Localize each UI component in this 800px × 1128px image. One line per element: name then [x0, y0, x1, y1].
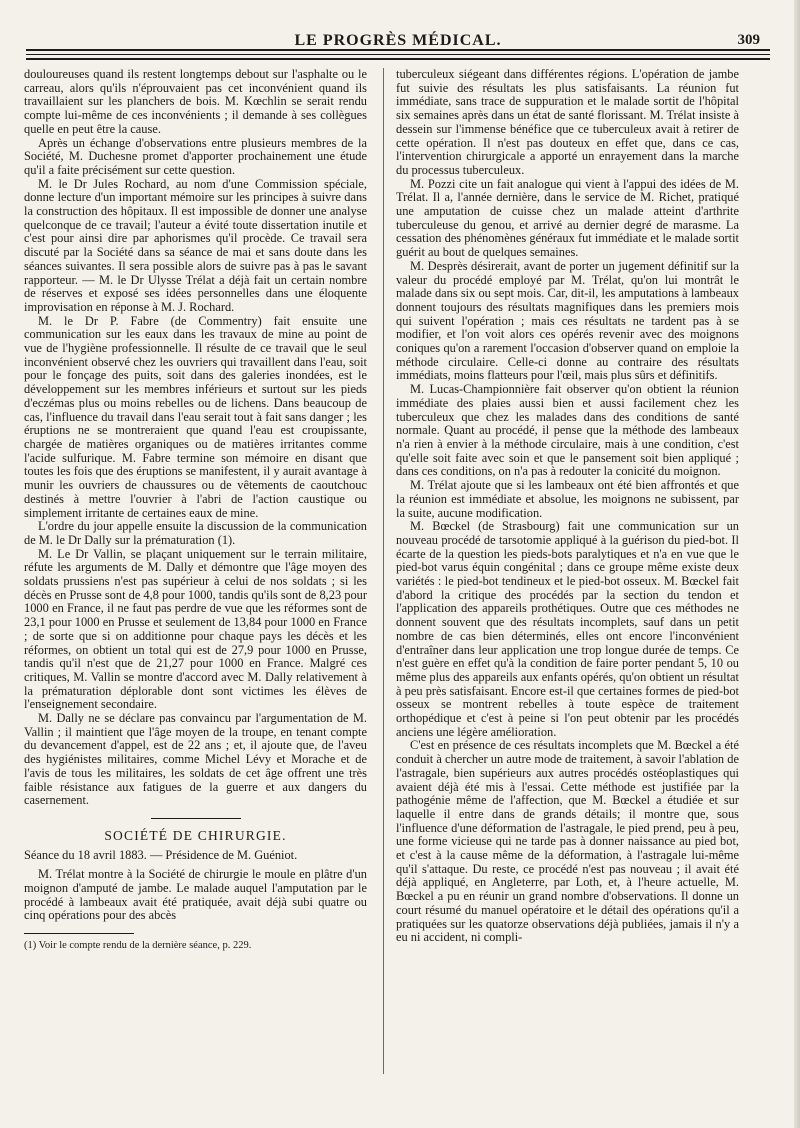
- paragraph: L'ordre du jour appelle ensuite la discussion de la communication de M. le Dr Dally sur la prématuration (1).: [24, 519, 367, 547]
- paragraph: M. Lucas-Championnière fait observer qu'on obtient la réunion immédiate des plaies aussi bien et aussi facilement chez les tuberculeux que chez les malades dans des conditions de santé normale. Quant au procédé, il pense que la méthode des lambeaux n'a rien à envier à la méthode circulaire, mais à une condition, c'est qu'elle soit faite avec soin et que le pansement soit bien appliqué ; dans ces conditions, on n'a pas à redouter la conicité du moignon.: [396, 382, 739, 479]
- header-rule-top: [26, 49, 770, 51]
- footnote: (1) Voir le compte rendu de la dernière séance, p. 229.: [24, 940, 252, 952]
- paragraph: Après un échange d'observations entre plusieurs membres de la Société, M. Duchesne promet d'apporter prochainement une étude qu'il a faite précisément sur cette question.: [24, 135, 367, 177]
- paragraph: M. Le Dr Vallin, se plaçant uniquement sur le terrain militaire, réfute les arguments de M. Dally et démontre que l'âge moyen des soldats prussiens n'est pas supérieur à celui de nos soldats ; si les décès en Prusse sont de 4,8 pour 1000, tandis qu'ils sont de 8,23 pour 1000 en France, il ne faut pas perdre de vue que les réformes sont de 23,1 pour 1000 en Prusse et seulement de 13,84 pour 1000 en France ; de sorte que si on additionne pour chaque pays les décès et les réformes, on obtient un total qui est de 27,9 pour 1000 en Prusse, tandis qu'il n'est que de 21,27 pour 1000 en France. Malgré ces critiques, M. Vallin se montre d'accord avec M. Dally relativement à la prématuration déplorable dont sont victimes les élèves de l'enseignement secondaire.: [24, 546, 367, 712]
- paragraph: M. Dally ne se déclare pas convaincu par l'argumentation de M. Vallin ; il maintient que l'âge moyen de la troupe, en tenant compte du devancement d'appel, est de 22 ans ; et, il ajoute que, de l'aveu des hygiénistes militaires, comme Michel Lévy et Morache et de l'avis de tous les militaires, les soldats de cet âge offrent une très faible résistance aux fatigues de la guerre et aux dangers du casernement.: [24, 711, 367, 808]
- paragraph: tuberculeux siégeant dans différentes régions. L'opération de jambe fut suivie des résultats les plus satisfaisants. La réunion fut immédiate, sans trace de suppuration et le malade sortit de l'hôpital six semaines après dans un état de santé florissant. M. Trélat insiste à dessein sur l'immense bénéfice que ce tuberculeux avait à retirer de cette opération. Il n'est pas douteux en effet que, dans ce cas, l'intervention chirurgicale a apporté un enrayement dans la marche du processus tuberculeux.: [396, 67, 739, 177]
- paragraph: M. Trélat ajoute que si les lambeaux ont été bien affrontés et que la réunion est immédiate et absolue, les moignons ne subissent, par la suite, aucune modification.: [396, 478, 739, 520]
- paragraph: C'est en présence de ces résultats incomplets que M. Bœckel a été conduit à chercher un autre mode de traitement, à savoir l'ablation de l'astragale, bien supérieurs aux autres procédés ostéoplastiques qui avaient déjà été mis à l'essai. Cette méthode est justifiée par la pathogénie même de l'affection, que M. Bœckel a étudiée et sur laquelle il entre dans de grands détails; il montre que, sous l'influence d'une déformation de l'astragale, le pied prend, peu à peu, une forme vicieuse qui ne tarde pas à donner naissance au pied bot, et c'est à la cause même de la déformation, à l'astragale lui-même qu'il s'attaque. Du reste, ce procédé n'est pas nouveau ; il avait été déjà appliqué, en Angleterre, par Loth, et, à l'heure actuelle, M. Bœckel a pu en réunir un grand nombre d'observations. Il donne un court résumé du manuel opératoire et le détail des opérations qu'il a pratiquées sur les quatorze observations déjà publiées, jamais il n'y a eu ni accident, ni compli-: [396, 738, 739, 945]
- header-rule-middle: [26, 54, 770, 55]
- paragraph: M. le Dr P. Fabre (de Commentry) fait ensuite une communication sur les eaux dans les travaux de mine au point de vue de l'hygiène professionnelle. Il résulte de ce travail que le seul inconvénient observé chez les ouvriers qui travaillent dans l'eau, soit pour le fonçage des puits, soit dans des galeries inondées, est le développement sur les membres inférieurs et surtout sur les pieds d'eczémas plus ou moins rebelles ou de lichens. Dans beaucoup de cas, l'influence du travail dans l'eau serait tout à fait sans danger ; les éruptions ne se montreraient que quand l'eau est croupissante, chargée de matières organiques ou de matières irritantes comme l'acide sulfurique. M. Fabre termine son mémoire en disant que toutes les fois que des éruptions se manifestent, il y aurait avantage à munir les ouvriers de chaussures ou de vêtements de caoutchouc destinés à mettre l'ouvrier à l'abri de l'action caustique ou simplement irritante de certaines eaux de mine.: [24, 313, 367, 520]
- header-rule-bottom: [26, 58, 770, 60]
- section-divider: [151, 818, 241, 819]
- right-column: [396, 68, 739, 945]
- paragraph: M. Trélat montre à la Société de chirurgie le moule en plâtre d'un moignon d'amputé de jambe. Le malade auquel l'amputation par le procédé à lambeaux avait été pratiquée, avait déjà subi quatre ou cinq opérations pour des abcès: [24, 867, 367, 923]
- paragraph: M. Bœckel (de Strasbourg) fait une communication sur un nouveau procédé de tarsotomie appliqué à la guérison du pied-bot. Il écarte de la question les pieds-bots paralytiques et n'a en vue que le pied-bot varus équin congénital ; dans ce groupe même existe deux variétés : le pied-bot tendineux et le pied-bot osseux. M. Bœckel fait d'abord la critique des procédés par la section du tendon et l'application des appareils prothétiques. Outre que ces méthodes ne donnent souvent que des résultats incomplets, sauf dans un petit nombre de cas bien déterminés, elles ont encore l'inconvénient d'entraîner dans leur application une trop longue durée de temps. Ce n'est guère en effet qu'à la condition de faire porter pendant 5, 10 ou même plus des appareils aux enfants opérés, qu'on obtient un résultat à peu près satisfaisant. Encore est-il que certaines formes de pied-bot osseux se montrent rebelles à toute espèce de traitement orthopédique et c'est à peine si l'on peut obtenir par les procédés anciens une légère amélioration.: [396, 519, 739, 739]
- paragraph: M. le Dr Jules Rochard, au nom d'une Commission spéciale, donne lecture d'un important mémoire sur les principes à suivre dans la construction des hôpitaux. Il est impossible de donner une analyse quelconque de ce travail; l'auteur a évité toute dissertation inutile et c'est pour ainsi dire par aphorismes qu'il procède. Ce travail sera discuté par la Société dans sa séance de mai et sans doute dans les séances suivantes. Il sera possible alors de suivre pas à pas le savant rapporteur. — M. le Dr Ulysse Trélat a déjà fait un certain nombre de réserves et exposé ses idées personnelles dans une éloquente improvisation en réponse à M. J. Rochard.: [24, 176, 367, 314]
- paragraph: M. Pozzi cite un fait analogue qui vient à l'appui des idées de M. Trélat. Il a, l'année dernière, dans le service de M. Richet, pratiqué une amputation de cuisse chez un malade atteint d'arthrite tuberculeuse du genou, et arrivé au dernier degré de marasme. La cessation des phénomènes généraux fut immédiate et le malade sortit guérit au bout de quelques semaines.: [396, 176, 739, 260]
- running-header: [26, 24, 770, 50]
- section-heading: SOCIÉTÉ DE CHIRURGIE.: [104, 827, 287, 843]
- paragraph: douloureuses quand ils restent longtemps debout sur l'asphalte ou le carreau, alors qu'ils n'éprouvaient pas cet inconvénient quand ils travaillaient sur les planchers de bois. M. Kœchlin se serait rendu compte lui-même de ces inconvénients ; il demande à ses collègues quelle en peut être la cause.: [24, 67, 367, 136]
- journal-title: LE PROGRÈS MÉDICAL.: [294, 32, 502, 49]
- column-divider: [383, 68, 384, 1074]
- footnote-rule: [24, 933, 134, 934]
- page-edge-shadow: [794, 0, 800, 1128]
- page-number: 309: [737, 32, 760, 48]
- seance-line: Séance du 18 avril 1883. — Présidence de M. Guéniot.: [24, 847, 298, 862]
- paragraph: M. Desprès désirerait, avant de porter un jugement définitif sur la valeur du procédé employé par M. Trélat, qu'on lui montrât le malade dans six ou sept mois. Car, dit-il, les amputations à lambeaux donnent toujours des résultats magnifiques dans les premiers mois qui suivent l'opération ; mais ces résultats ne tardent pas à se modifier, et l'on voit alors ces opérés revenir avec des moignons coniques qu'on a rarement l'occasion d'observer quand on emploie la méthode circulaire. Celle-ci donne au contraire des résultats immédiats, moins flatteurs pour l'œil, mais plus sûrs et définitifs.: [396, 258, 739, 383]
- left-column: [24, 68, 367, 952]
